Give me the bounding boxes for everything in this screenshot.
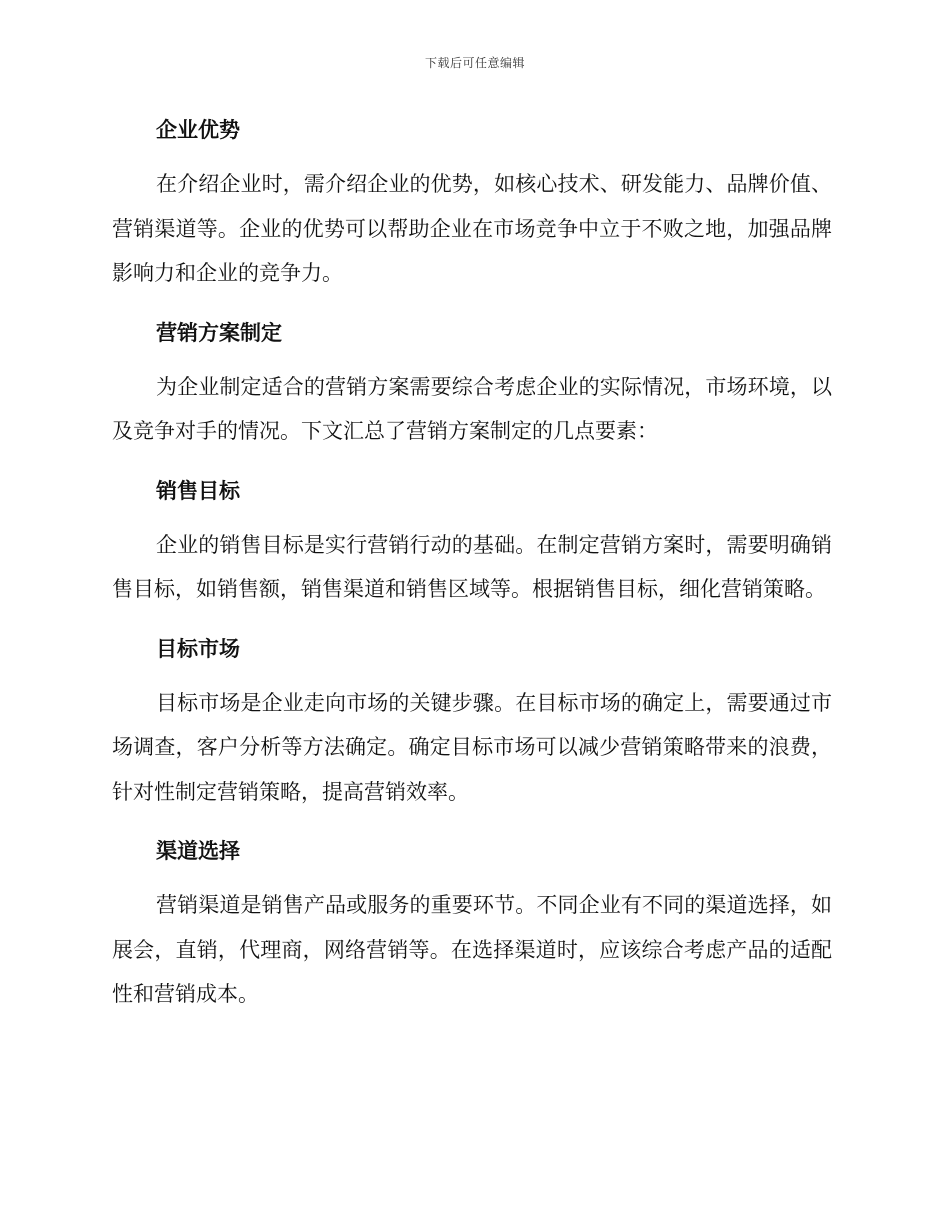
section-heading-enterprise-advantages: 企业优势 — [156, 118, 240, 142]
section-paragraph-target-market: 目标市场是企业走向市场的关键步骤。在目标市场的确定上，需要通过市场调查，客户分析等方法确定。确定目标市场可以减少营销策略带来的浪费，针对性制定营销策略，提高营销效率。 — [112, 690, 832, 804]
section-paragraph-channel-selection: 营销渠道是销售产品或服务的重要环节。不同企业有不同的渠道选择，如展会，直销，代理商，网络营销等。在选择渠道时，应该综合考虑产品的适配性和营销成本。 — [112, 893, 832, 1006]
section-paragraph-enterprise-advantages: 在介绍企业时，需介绍企业的优势，如核心技术、研发能力、品牌价值、营销渠道等。企业的优势可以帮助企业在市场竞争中立于不败之地，加强品牌影响力和企业的竞争力。 — [112, 172, 832, 285]
section-paragraph-marketing-plan: 为企业制定适合的营销方案需要综合考虑企业的实际情况，市场环境，以及竞争对手的情况。下文汇总了营销方案制定的几点要素： — [112, 374, 832, 443]
page-header-note: 下载后可任意编辑 — [424, 56, 525, 70]
document-body — [112, 108, 832, 1017]
section-paragraph-sales-target: 企业的销售目标是实行营销行动的基础。在制定营销方案时，需要明确销售目标，如销售额，销售渠道和销售区域等。根据销售目标，细化营销策略。 — [112, 532, 832, 601]
section-heading-sales-target: 销售目标 — [156, 478, 240, 503]
section-heading-channel-selection: 渠道选择 — [156, 839, 240, 863]
section-heading-target-market: 目标市场 — [156, 636, 240, 661]
section-heading-marketing-plan: 营销方案制定 — [156, 320, 282, 345]
